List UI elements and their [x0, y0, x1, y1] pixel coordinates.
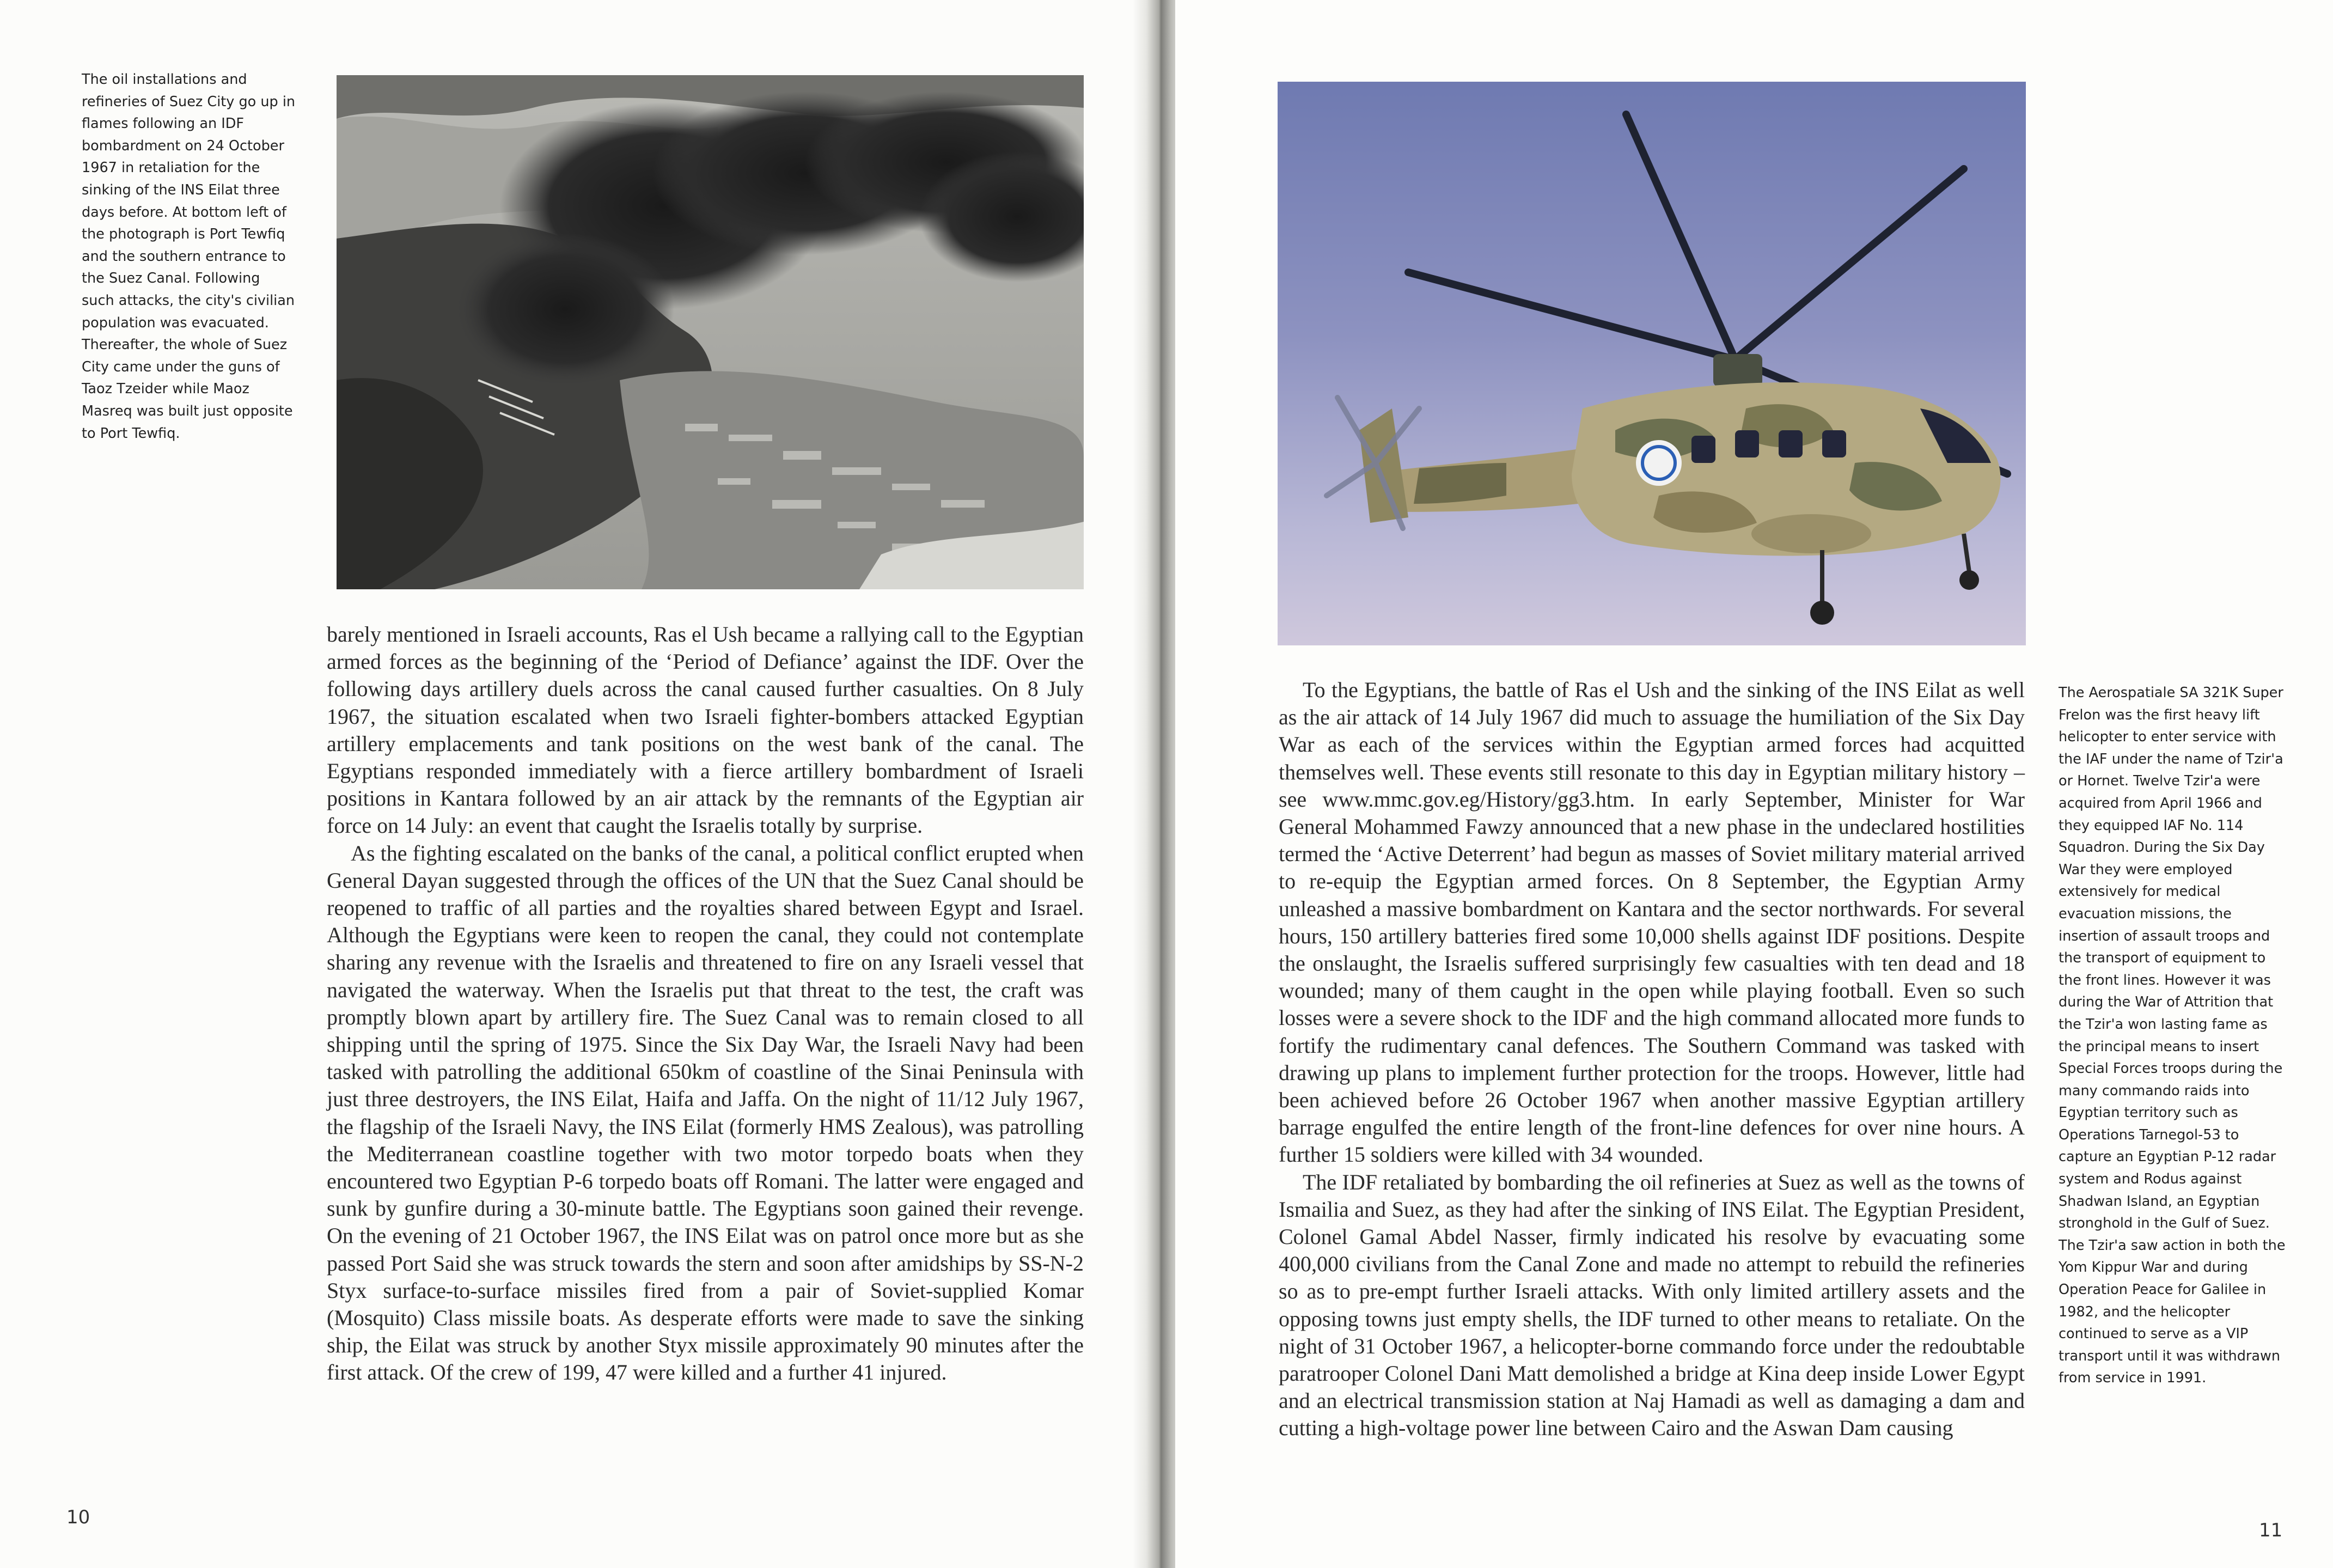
right-paragraph: To the Egyptians, the battle of Ras el Ush and the sinking of the INS Eilat as well as the air attack of 14 July 1967 did much to assuage the humiliation of the Six Day War as each of the services within the Egyptian armed forces had acquitted themselves well. These events still resonate to this day in Egyptian military history – see www.mmc.gov.eg/History/gg3.htm. In early September, Minister for War General Mohammed Fawzy announced that a new phase in the undeclared hostilities termed the ‘Active Deterrent’ had begun as masses of Soviet military material arrived to re-equip the Egyptian armed forces. On 8 September, the Egyptian Army unleashed a massive bombardment on Kantara and the sector northwards. For several hours, 150 artillery batteries fired some 10,000 shells against IDF positions. Despite the onslaught, the Israelis suffered surprisingly few casualties with ten dead and 18 wounded; many of them caught in the open while playing football. Even so such losses were a severe shock to the IDF and the high command allocated more funds to fortify the rudimentary canal defences. The Southern Command was tasked with drawing up plans to implement further protection for the troops. However, little had been achieved before 26 October 1967 when another massive Egyptian artillery barrage engulfed the entire length of the front-line defences for over nine hours. A further 15 soldiers were killed with 34 wounded. [1279, 678, 2025, 1167]
helicopter-photo-caption: The Aerospatiale SA 321K Super Frelon was the first heavy lift helicopter to enter service with the IAF under the name of Tzir'a or Hornet. Twelve Tzir'a were acquired from April 1966 and they equipped IAF No. 114 Squadron. During the Six Day War they were employed extensively for medical evacuation missions, the insertion of assault troops and the transport of equipment to the front lines. However it was during the War of Attrition that the Tzir'a won lasting fame as the principal means to insert Special Forces troops during the many commando raids into Egyptian territory such as Operations Tarnegol-53 to capture an Egyptian P-12 radar system and Rodus against Shadwan Island, an Egyptian stronghold in the Gulf of Suez. The Tzir'a saw action in both the Yom Kippur War and during Operation Peace for Galilee in 1982, and the helicopter continued to serve as a VIP transport until it was withdrawn from service in 1991. [2059, 685, 2286, 1387]
right-page [1175, 0, 2333, 1568]
left-body-text [327, 621, 1084, 1387]
suez-city-aerial-photo [337, 75, 1084, 589]
right-body-text [1279, 676, 2025, 1442]
page-number-left: 10 [66, 1506, 90, 1528]
left-paragraph: As the fighting escalated on the banks of the canal, a political conflict erupted when General Dayan suggested through the offices of the UN that the Suez Canal should be reopened to traffic of all parties and the royalties shared between Egypt and Israel. Although the Egyptians were keen to reopen the canal, they could not contemplate sharing any revenue with the Israelis and threatened to fire on any Israeli vessel that navigated the waterway. When the Israelis put that threat to the test, the craft was promptly blown apart by artillery fire. The Suez Canal was to remain closed to all shipping until the spring of 1975. Since the Six Day War, the Israeli Navy had been tasked with patrolling the additional 650km of coastline of the Sinai Peninsula with just three destroyers, the INS Eilat, Haifa and Jaffa. On the night of 11/12 July 1967, the flagship of the Israeli Navy, the INS Eilat (formerly HMS Zealous), was patrolling the Mediterranean coastline together with two motor torpedo boats when they encountered two Egyptian P-6 torpedo boats off Romani. The latter were engaged and sunk by gunfire during a 30-minute battle. The Egyptians soon gained their revenge. On the evening of 21 October 1967, the INS Eilat was on patrol once more but as she passed Port Said she was struck towards the stern and soon after amidships by SS-N-2 Styx surface-to-surface missiles fired from a pair of Soviet-supplied Komar (Mosquito) Class missile boats. As desperate efforts were made to save the sinking ship, the Eilat was struck by another Styx missile approximately 90 minutes after the first attack. Of the crew of 199, 47 were killed and a further 41 injured. [327, 840, 1084, 1385]
left-page [0, 0, 1149, 1568]
right-paragraph: The IDF retaliated by bombarding the oil refineries at Suez as well as the towns of Ismailia and Suez, as they had after the sinking of INS Eilat. The Egyptian President, Colonel Gamal Abdel Nasser, firmly indicated his resolve by evacuating some 400,000 civilians from the Canal Zone and made no attempt to rebuild the refineries so as to pre-empt further Israeli attacks. With only limited artillery assets and the opposing towns just empty shells, the IDF turned to other means to retaliate. On the night of 31 October 1967, a helicopter-borne commando force under the redoubtable paratrooper Colonel Dani Matt demolished a bridge at Kina deep inside Lower Egypt and an electrical transmission station at Naj Hamadi as well as damaging a dam and cutting a high-voltage power line between Cairo and the Aswan Dam causing [1279, 1169, 2025, 1441]
left-paragraph: barely mentioned in Israeli accounts, Ras el Ush became a rallying call to the Egyptian armed forces as the beginning of the ‘Period of Defiance’ against the IDF. Over the following days artillery duels across the canal caused further casualties. On 8 July 1967, the situation escalated when two Israeli fighter-bombers attacked Egyptian artillery emplacements and tank positions on the west bank of the canal. The Egyptians responded immediately with a fierce artillery bombardment of Israeli positions in Kantara followed by an air attack by the remnants of the Egyptian air force on 14 July: an event that caught the Israelis totally by surprise. [327, 622, 1084, 838]
page-number-right: 11 [2259, 1520, 2283, 1541]
suez-photo-caption: The oil installations and refineries of Suez City go up in flames following an IDF bombardment on 24 October 1967 in retaliation for the sinking of the INS Eilat three days before. At bottom left of the photograph is Port Tewfiq and the southern entrance to the Suez Canal. Following such attacks, the city's civilian population was evacuated. Thereafter, the whole of Suez City came under the guns of Taoz Tzeider while Maoz Masreq was built just opposite to Port Tewfiq. [82, 71, 296, 442]
super-frelon-helicopter-photo [1278, 82, 2026, 645]
